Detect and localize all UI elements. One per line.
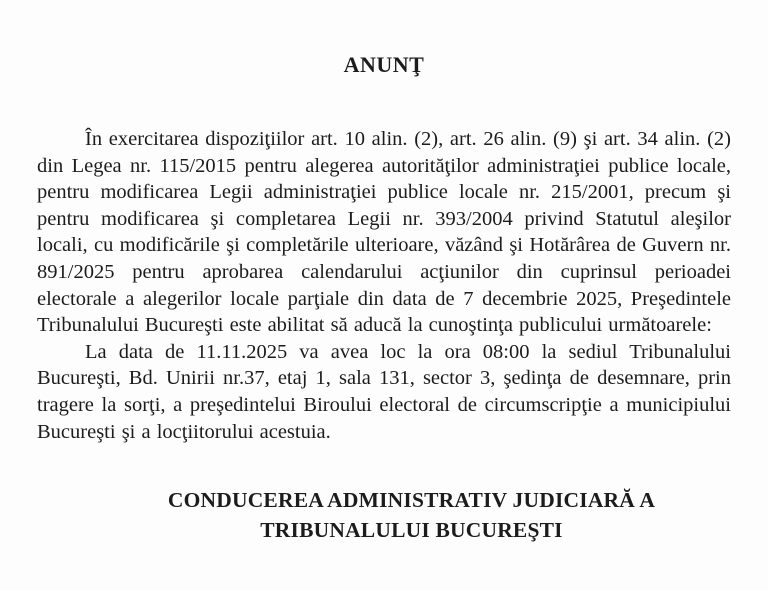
paragraph-session-details: La data de 11.11.2025 va avea loc la ora 08:00 la sediul Tribunalului Bucureşti, Bd. Unirii nr.37, etaj 1, sala 131, sector 3, şedinţa de desemnare, prin tragere la sorţi, a preşedintelui Biroului electoral de circumscripţie a municipiului Bucureşti şi a locţiitorului acestuia. — [37, 340, 731, 443]
signature-line-1: CONDUCEREA ADMINISTRATIV JUDICIARĂ A — [167, 488, 656, 513]
paragraph-legal-basis: În exercitarea dispoziţiilor art. 10 alin. (2), art. 26 alin. (9) şi art. 34 alin. (2) din Legea nr. 115/2015 pentru alegerea autorităţilor administraţiei publice locale, pentru modificarea Legii administraţiei publice locale nr. 215/2001, precum şi pentru modificarea şi completarea Legii nr. 393/2004 privind Statutul aleşilor locali, cu modificările şi completările ulterioare, văzând şi Hotărârea de Guvern nr. 891/2025 pentru aprobarea calendarului acţiunilor din cuprinsul perioadei electorale a alegerilor locale parţiale din data de 7 decembrie 2025, Preşedintele Tribunalului Bucureşti este abilitat să aducă la cunoştinţa publicului următoarele: — [37, 128, 731, 337]
signature-block — [37, 485, 731, 545]
signature-line-2: TRIBUNALULUI BUCUREŞTI — [260, 518, 563, 543]
document-title: ANUNŢ — [343, 52, 425, 77]
document-body — [37, 126, 731, 445]
